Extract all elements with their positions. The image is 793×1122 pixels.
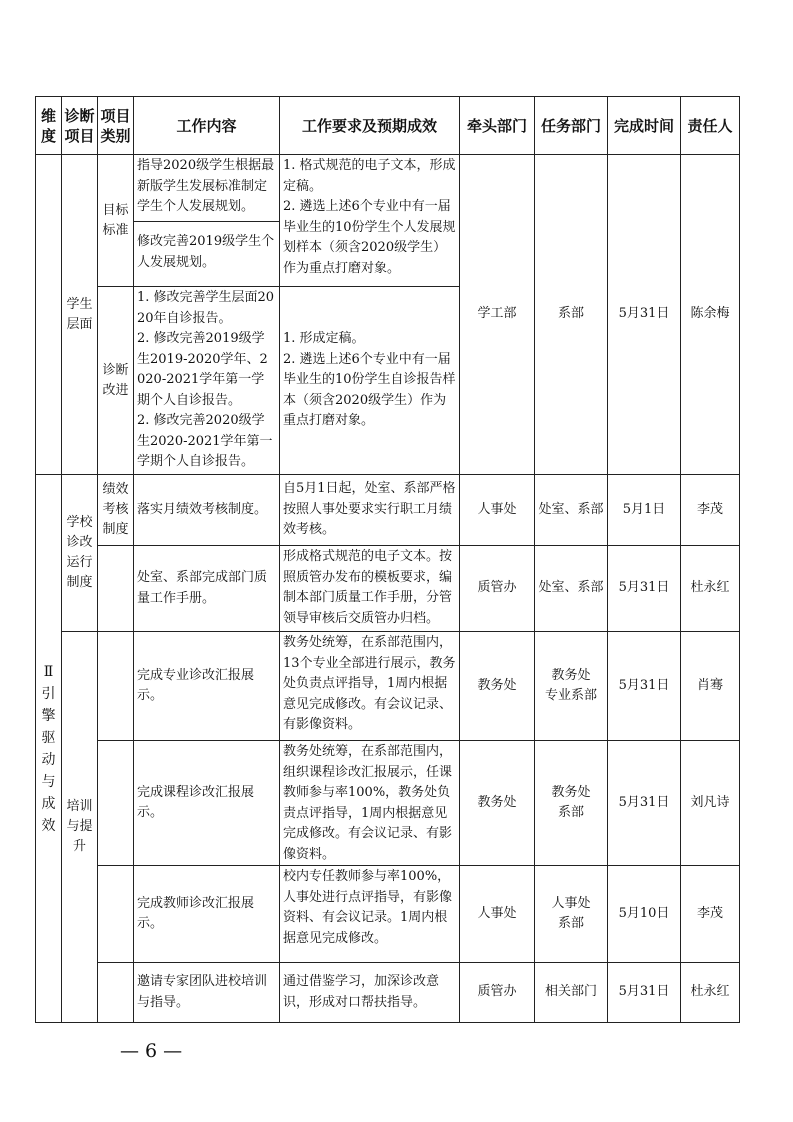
training-row2-lead: 教务处 [477, 794, 517, 810]
student-diag-content-2: 2. 修改完善2019级学生2019-2020学年、2020-2021学年第一学期个人自诊报告。 [137, 331, 268, 408]
student-goal-req-1: 1. 格式规范的电子文本，形成定稿。 [283, 158, 456, 194]
training-row3-person: 李茂 [696, 905, 723, 921]
student-goal-requirements [280, 155, 459, 286]
training-row2-task [535, 741, 607, 865]
student-diag-item: 学生层面 [66, 296, 93, 332]
training-row3-lead: 人事处 [477, 905, 517, 921]
school-row1-category: 绩效考核制度 [102, 482, 129, 537]
student-diag-requirements [280, 287, 459, 474]
school-row1-time: 5月1日 [622, 501, 666, 517]
school-row2-req: 形成格式规范的电子文本。按照质管办发布的模板要求，编制本部门质量工作手册，分管领导审核后交质管办归档。 [283, 549, 453, 626]
training-row2-task-2: 系部 [557, 805, 584, 820]
student-diag-req-2: 2. 遴选上述6个专业中有一届毕业生的10份学生自诊报告样本（须含2020级学生）作为重点打磨对象。 [283, 351, 456, 429]
training-row1-task-2: 专业系部 [544, 688, 597, 703]
school-row2-person: 杜永红 [690, 580, 730, 596]
training-row3-task [535, 866, 607, 962]
header-task-dept: 任务部门 [540, 116, 601, 135]
training-row1-req: 教务处统筹，在系部范围内，13个专业全部进行展示，教务处负责点评指导，1周内根据意见完成修改。有会议记录、有影像资料。 [283, 635, 456, 732]
student-diag-content-3: 2. 修改完善2020级学生2020-2021学年第一学期个人自诊报告。 [137, 413, 273, 469]
header-item-category: 项目类别 [100, 106, 131, 145]
training-row1-lead: 教务处 [477, 677, 517, 693]
header-work-content: 工作内容 [176, 116, 237, 135]
header-responsible: 责任人 [687, 116, 733, 135]
training-row1-task-1: 教务处 [551, 667, 591, 683]
training-row3-task-1: 人事处 [551, 895, 591, 911]
header-requirements: 工作要求及预期成效 [301, 116, 437, 135]
training-row1-task [535, 632, 607, 740]
training-row3-time: 5月10日 [618, 905, 670, 921]
student-diag-category: 诊断改进 [102, 362, 129, 398]
training-row3-content: 完成教师诊改汇报展示。 [137, 895, 255, 931]
training-row2-person: 刘凡诗 [690, 794, 730, 810]
training-row4-lead: 质管办 [477, 984, 517, 1000]
school-row2-lead: 质管办 [477, 580, 517, 596]
page-number: — 6 — [120, 1040, 183, 1062]
school-row1-req: 自5月1日起，处室、系部严格按照人事处要求实行职工月绩效考核。 [283, 481, 456, 538]
student-diag-content-1: 1. 修改完善学生层面2020年自诊报告。 [137, 290, 275, 326]
student-completion-time: 5月31日 [618, 306, 670, 322]
training-row3-req: 校内专任教师参与率100%，人事处进行点评指导，有影像资料、有会议记录。1周内根据意见完成修改。 [283, 869, 453, 946]
school-row1-task: 处室、系部 [538, 501, 604, 517]
training-row2-time: 5月31日 [618, 794, 670, 810]
training-row1-time: 5月31日 [618, 677, 670, 693]
school-row2-time: 5月31日 [618, 580, 670, 596]
training-row4-content: 邀请专家团队进校培训与指导。 [137, 974, 268, 1010]
header-lead-dept: 牵头部门 [466, 116, 527, 135]
school-diag-item: 学校诊改运行制度 [66, 515, 93, 590]
school-row2-task: 处室、系部 [538, 580, 604, 596]
training-row2-req: 教务处统筹，在系部范围内，组织课程诊改汇报展示，任课教师参与率100%，教务处负责点评指导，1周内根据意见完成修改。有会议记录、有影像资料。 [283, 744, 453, 862]
training-row4-req: 通过借鉴学习，加深诊改意识，形成对口帮扶指导。 [283, 974, 440, 1010]
header-diag-item: 诊断项目 [64, 106, 95, 145]
student-responsible: 陈余梅 [690, 306, 730, 322]
training-row3-task-2: 系部 [557, 916, 584, 931]
training-diag-item: 培训与提升 [66, 799, 93, 854]
header-dimension: 维度 [40, 106, 56, 145]
training-row2-content: 完成课程诊改汇报展示。 [137, 784, 255, 820]
student-goal-content-2: 修改完善2019级学生个人发展规划。 [137, 234, 275, 270]
school-row1-content: 落实月绩效考核制度。 [137, 501, 268, 517]
student-diag-content [134, 287, 279, 474]
header-completion-time: 完成时间 [613, 116, 674, 135]
student-lead-dept: 学工部 [477, 306, 517, 322]
training-row2-task-1: 教务处 [551, 784, 591, 800]
training-row1-content: 完成专业诊改汇报展示。 [137, 667, 255, 703]
school-row1-lead: 人事处 [477, 501, 517, 517]
student-diag-req-1: 1. 形成定稿。 [283, 331, 365, 347]
student-goal-req-2: 2. 遴选上述6个专业中有一届毕业生的10份学生个人发展规划样本（须含2020级学生）作为重点打磨对象。 [283, 199, 456, 276]
student-goal-category: 目标标准 [102, 202, 129, 238]
school-row1-person: 李茂 [696, 501, 723, 517]
dimension-2-label: Ⅱ引擎驱动与成效 [41, 663, 56, 834]
training-row4-person: 杜永红 [690, 984, 730, 1000]
student-goal-content-1: 指导2020级学生根据最新版学生发展标准制定学生个人发展规划。 [137, 158, 275, 214]
training-row1-person: 肖骞 [696, 677, 723, 693]
school-row2-content: 处室、系部完成部门质量工作手册。 [137, 570, 268, 606]
training-row4-time: 5月31日 [618, 984, 670, 1000]
student-task-dept: 系部 [557, 306, 584, 322]
training-row4-task: 相关部门 [544, 984, 597, 1000]
